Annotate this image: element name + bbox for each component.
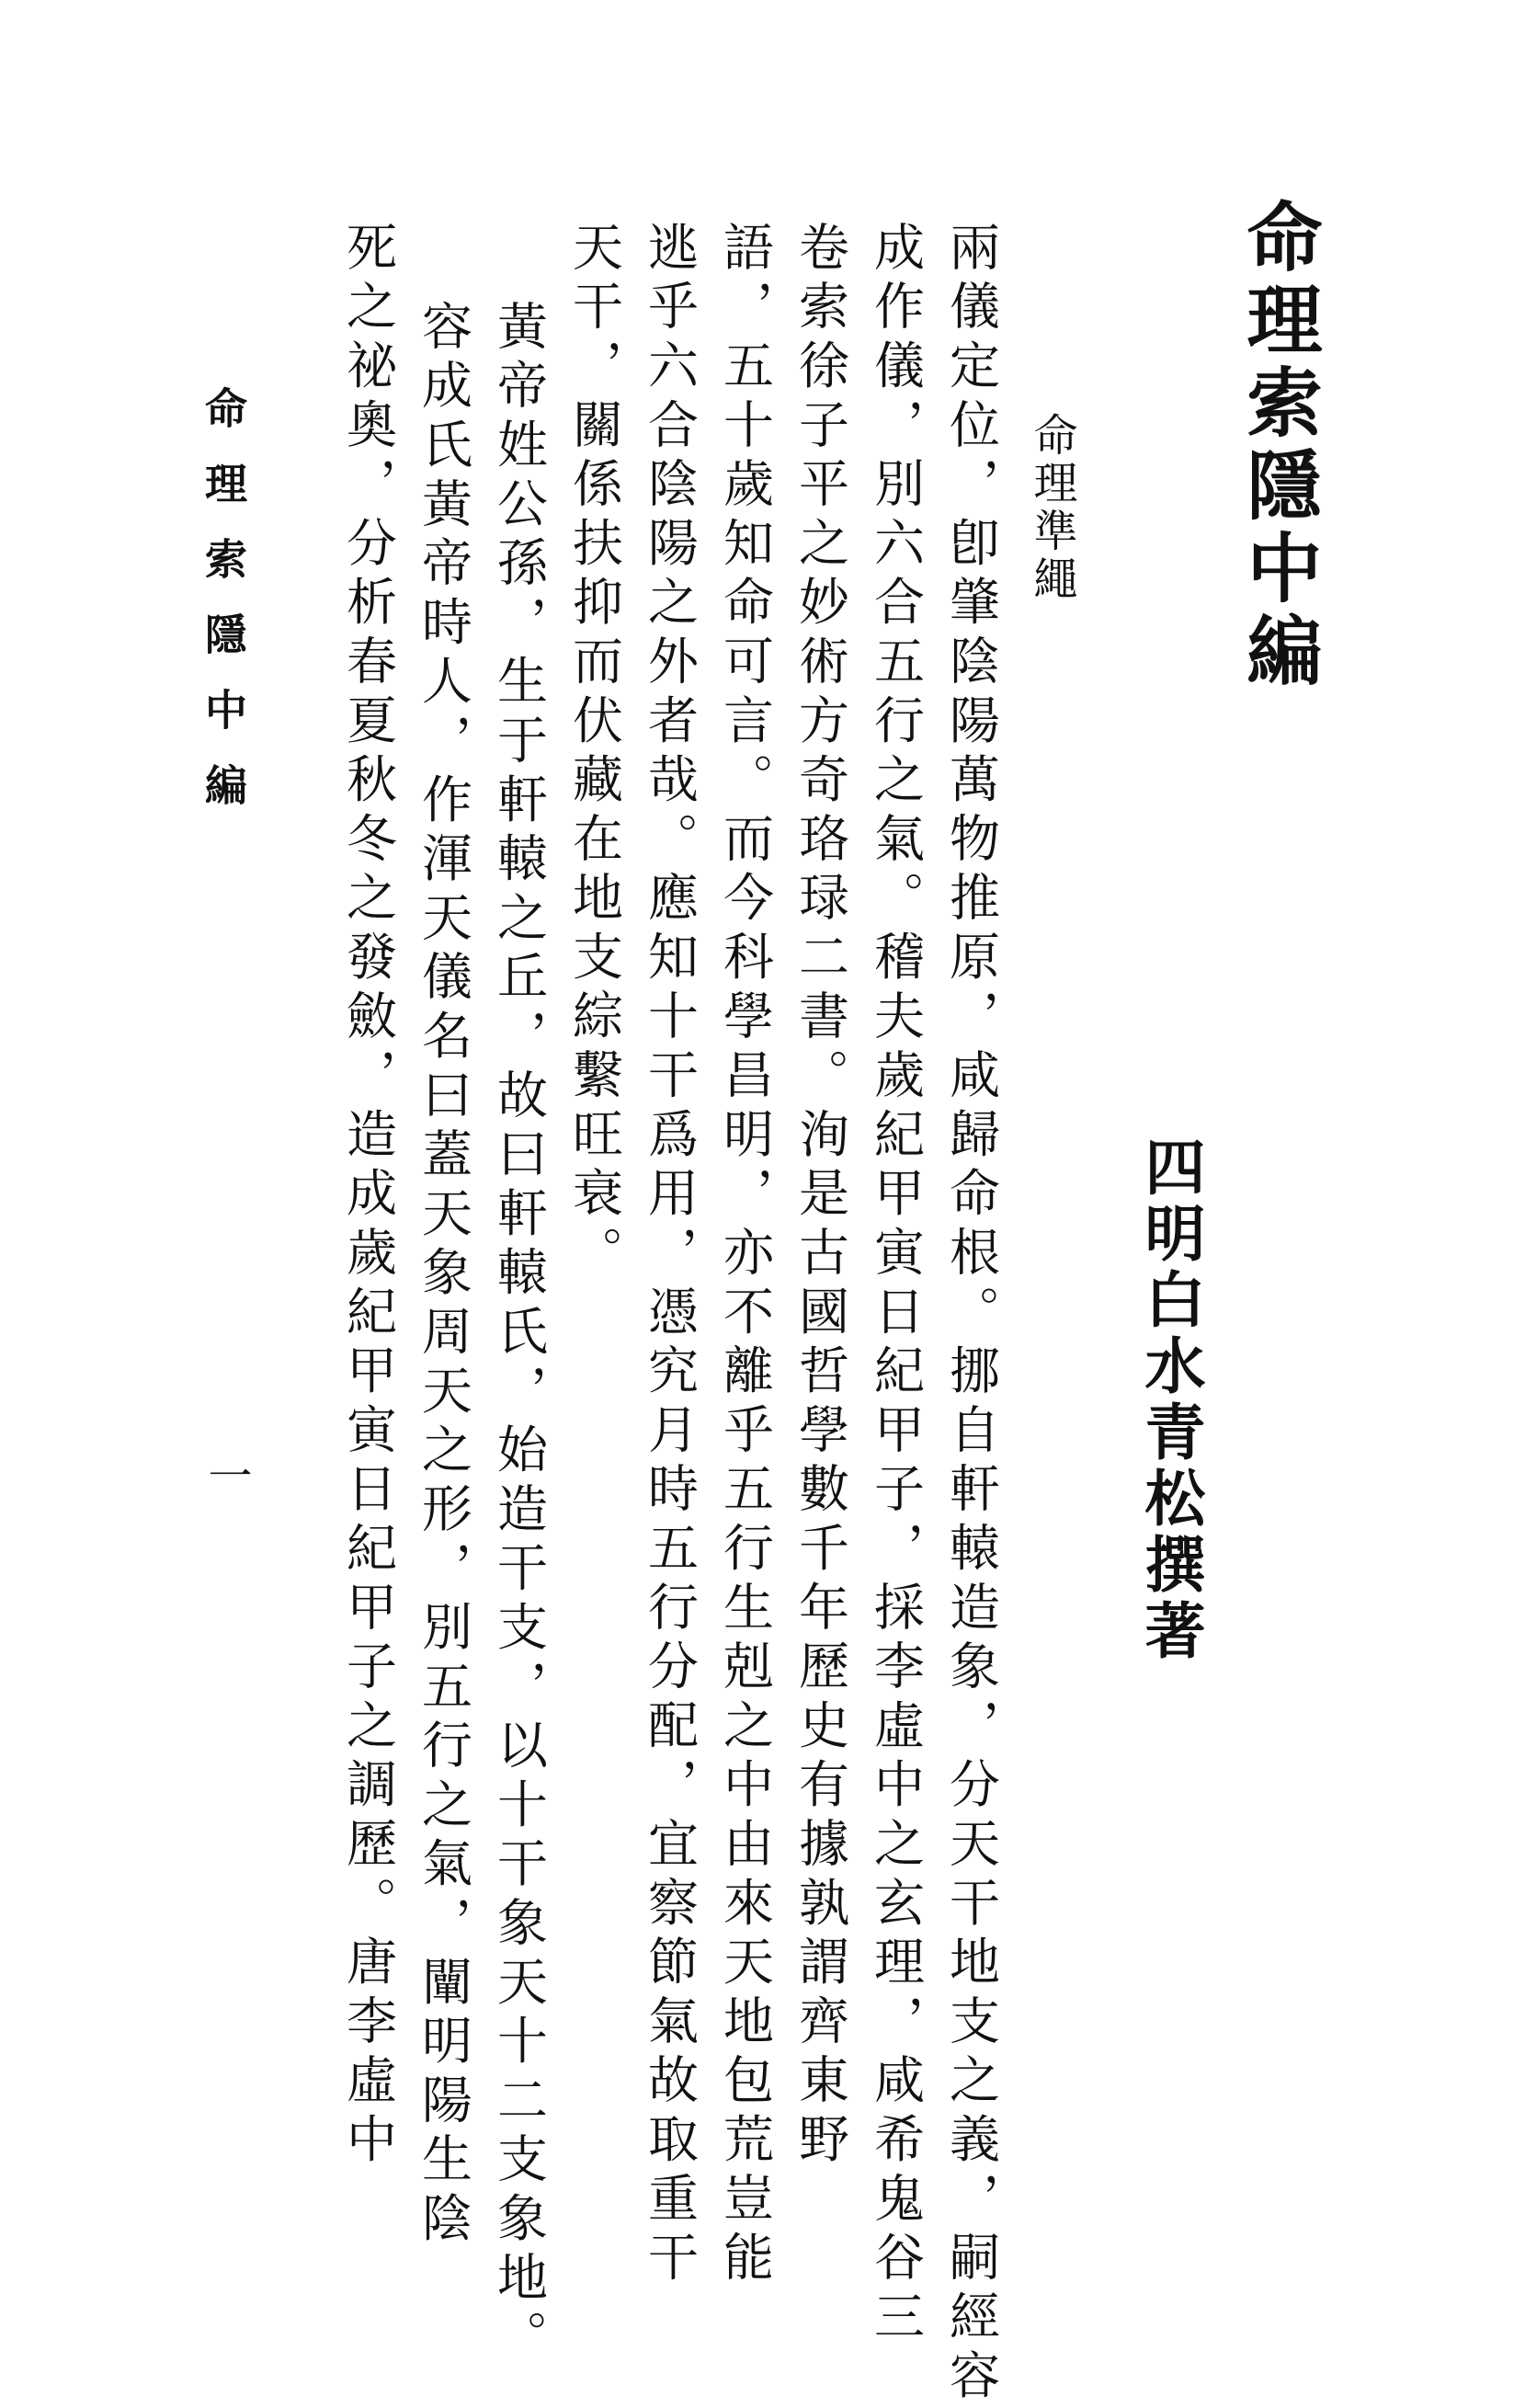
text-column-6: 天干，關係扶抑而伏藏在地支綜繫旺衰。 bbox=[564, 221, 623, 1285]
text-column-1: 兩儀定位，卽肇陰陽萬物推原，咸歸命根。挪自軒轅造象，分天干地支之義，嗣經容 bbox=[941, 221, 1000, 2408]
text-column-4: 語，五十歲知命可言。而今科學昌明，亦不離乎五行生剋之中由來天地包荒豈能 bbox=[715, 221, 774, 2290]
text-column-3: 卷索徐子平之妙術方奇珞琭二書。洵是古國哲學數千年歷史有據孰謂齊東野 bbox=[791, 221, 849, 2172]
section-title: 命理準繩 bbox=[1026, 412, 1077, 603]
author-line: 四明白水青松撰著 bbox=[1134, 1136, 1206, 1665]
text-column-8: 容成氏黃帝時人，作渾天儀名曰蓋天象周天之形，別五行之氣，闡明陽生陰 bbox=[414, 300, 472, 2251]
margin-title: 命理索隱中編 bbox=[199, 386, 248, 839]
page-number: 一 bbox=[200, 1453, 252, 1497]
text-column-9: 死之祕奧，分析春夏秋冬之發斂，造成歲紀甲寅日紀甲子之調歷。唐李虛中 bbox=[338, 221, 397, 2172]
text-column-7: 黃帝姓公孫，生于軒轅之丘，故曰軒轅氏，始造干支，以十干象天十二支象地。 bbox=[489, 300, 548, 2369]
text-column-2: 成作儀，別六合五行之氣。稽夫歲紀甲寅日紀甲子，採李虛中之玄理，咸希鬼谷三 bbox=[866, 221, 925, 2349]
book-title: 命理索隱中編 bbox=[1235, 198, 1323, 694]
text-column-5: 逃乎六合陰陽之外者哉。應知十干爲用，憑究月時五行分配，宜察節氣故取重干 bbox=[640, 221, 699, 2290]
